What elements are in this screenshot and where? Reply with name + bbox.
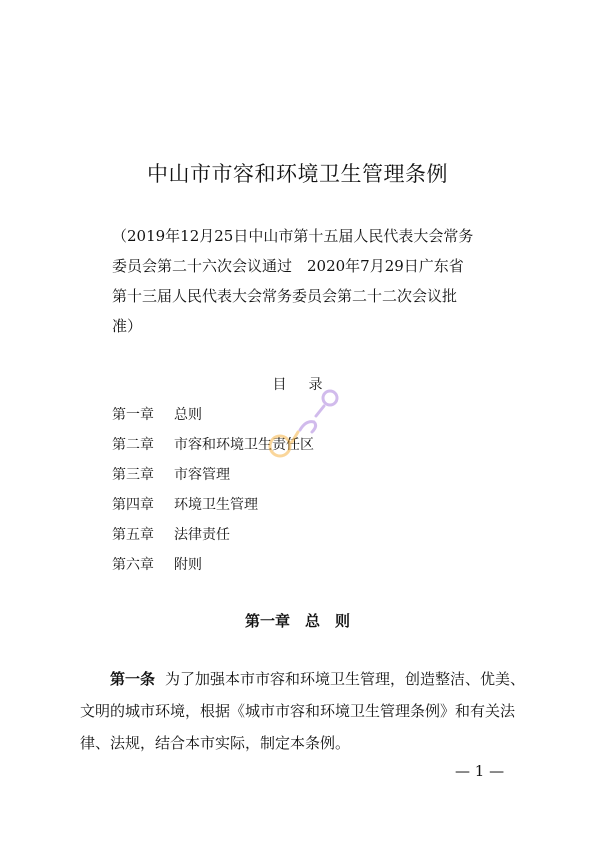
toc-item-number: 第一章 [112,407,154,423]
article-label: 第一条 [110,670,156,688]
approval-note-line: 准） [112,317,143,335]
approval-note-line: （2019年12月25日中山市第十五届人民代表大会常务 [112,227,474,245]
toc-item-number: 第五章 [112,527,154,543]
article-text-line: 文明的城市环境，根据《城市市容和环境卫生管理条例》和有关法 [80,702,516,720]
toc-item [112,464,230,484]
chapter-heading: 第一章 总 则 [244,612,350,630]
toc-item-number: 第二章 [112,437,154,453]
page-number: — 1 — [455,762,505,780]
document-title: 中山市市容和环境卫生管理条例 [147,162,448,186]
article-text-line: 为了加强本市市容和环境卫生管理，创造整洁、优美、 [165,670,526,688]
article-first-line [80,668,525,689]
toc-item-number: 第三章 [112,467,154,483]
toc-item-title: 市容管理 [174,467,230,483]
toc-item-number: 第六章 [112,557,154,573]
toc-item-title: 总则 [174,407,202,423]
toc-item-title: 附则 [174,557,202,573]
approval-note-line: 委员会第二十六次会议通过 2020年7月29日广东省 [112,257,464,275]
toc-heading: 目录 [272,377,345,393]
toc-item-title: 市容和环境卫生责任区 [174,437,314,453]
toc-item [112,554,202,574]
toc-item [112,404,202,424]
approval-note-line: 第十三届人民代表大会常务委员会第二十二次会议批 [112,287,458,305]
toc-item [112,494,258,514]
toc-item-title: 环境卫生管理 [174,497,258,513]
article-text-line: 律、法规，结合本市实际，制定本条例。 [80,734,351,752]
cloud-logo-watermark-icon [258,376,348,466]
toc-item-number: 第四章 [112,497,154,513]
toc-item-title: 法律责任 [174,527,230,543]
toc-item [112,524,230,544]
